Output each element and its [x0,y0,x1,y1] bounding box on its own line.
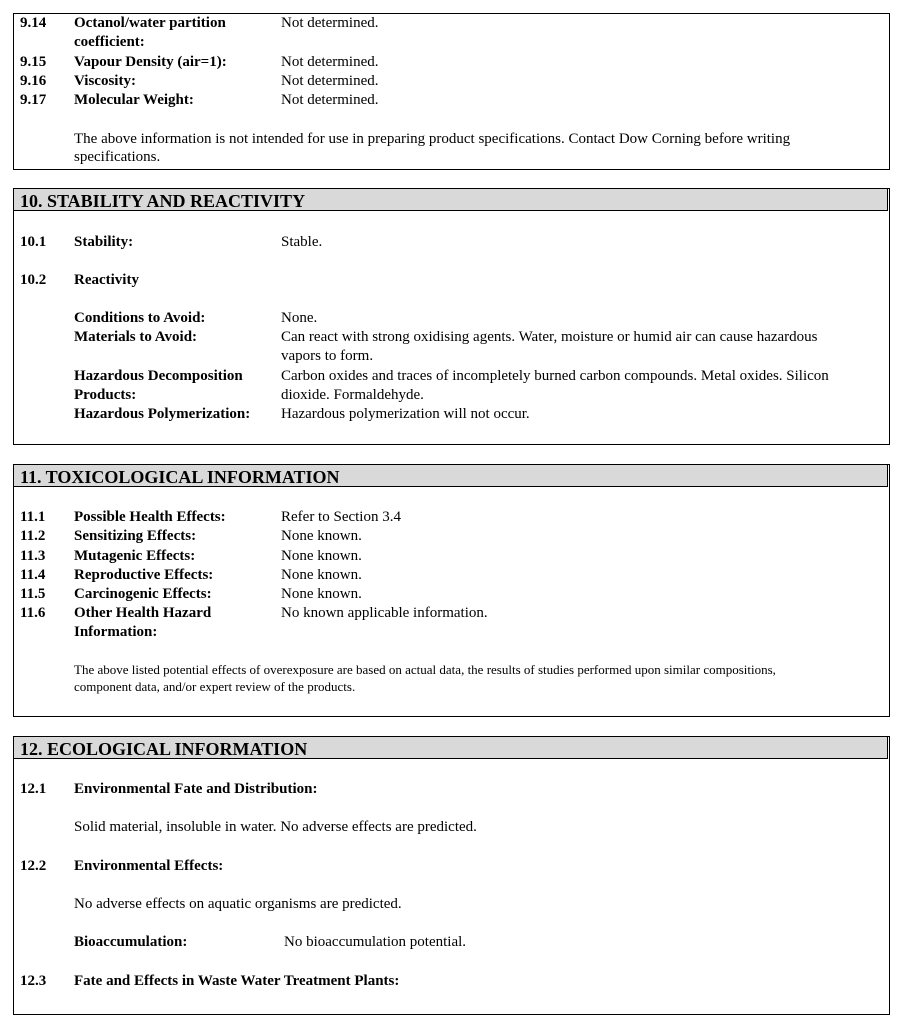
item-label: Environmental Effects: [74,858,224,874]
item-label: Molecular Weight: [74,92,194,108]
item-value: Refer to Section 3.4 [281,509,401,525]
item-label: Fate and Effects in Waste Water Treatment Plants: [74,973,400,989]
item-label: Carcinogenic Effects: [74,586,212,602]
item-label: Possible Health Effects: [74,509,226,525]
item-number: 11.6 [20,605,46,621]
item-label: Other Health Hazard [74,605,212,621]
item-value: No bioaccumulation potential. [284,934,467,950]
item-label: Vapour Density (air=1): [74,54,227,70]
item-value: Can react with strong oxidising agents. Water, moisture or humid air can cause hazardous [281,329,818,345]
item-label: Materials to Avoid: [74,329,198,345]
item-number: 11.3 [20,548,46,564]
item-number: 10.1 [20,234,47,250]
item-label: Octanol/water partition [74,15,226,31]
item-label: Stability: [74,234,134,250]
item-label: Hazardous Decomposition [74,368,243,384]
item-number: 9.15 [20,54,47,70]
item-value-cont: vapors to form. [281,348,374,364]
item-number: 11.5 [20,586,46,602]
item-label: Reactivity [74,272,139,288]
item-value: Not determined. [281,54,379,70]
item-value: None known. [281,567,362,583]
item-value: None known. [281,548,362,564]
item-value: Carbon oxides and traces of incompletely burned carbon compounds. Metal oxides. Silicon [281,368,829,384]
item-number: 9.16 [20,73,47,89]
item-value: Not determined. [281,92,379,108]
section-title: 11. TOXICOLOGICAL INFORMATION [13,464,888,487]
item-number: 9.14 [20,15,47,31]
item-value-cont: dioxide. Formaldehyde. [281,387,424,403]
item-label: Sensitizing Effects: [74,528,197,544]
note-text: The above information is not intended for use in preparing product specifications. Contact Dow Corning before writing [74,131,791,147]
item-number: 11.4 [20,567,46,583]
note-text: The above listed potential effects of overexposure are based on actual data, the results of studies performed upon similar compositions, [74,662,776,677]
item-label: Reproductive Effects: [74,567,214,583]
item-number: 11.1 [20,509,46,525]
section-title: 12. ECOLOGICAL INFORMATION [13,736,888,759]
item-value: Stable. [281,234,323,250]
item-value: None known. [281,528,362,544]
note-text: component data, and/or expert review of the products. [74,679,356,694]
item-label: Hazardous Polymerization: [74,406,251,422]
item-number: 12.1 [20,781,47,797]
item-label-cont: coefficient: [74,34,145,50]
item-label: Viscosity: [74,73,136,89]
item-value: Not determined. [281,73,379,89]
item-value: None. [281,310,318,326]
item-label: Conditions to Avoid: [74,310,206,326]
item-label-cont: Products: [74,387,137,403]
item-number: 12.3 [20,973,47,989]
item-text: No adverse effects on aquatic organisms are predicted. [74,896,402,912]
item-value: Not determined. [281,15,379,31]
item-value: No known applicable information. [281,605,488,621]
item-text: Solid material, insoluble in water. No adverse effects are predicted. [74,819,477,835]
item-label-cont: Information: [74,624,158,640]
item-number: 11.2 [20,528,46,544]
item-label: Environmental Fate and Distribution: [74,781,318,797]
item-label: Bioaccumulation: [74,934,188,950]
item-value: None known. [281,586,362,602]
item-number: 10.2 [20,272,47,288]
item-number: 12.2 [20,858,47,874]
note-text: specifications. [74,149,161,165]
item-value: Hazardous polymerization will not occur. [281,406,530,422]
item-number: 9.17 [20,92,47,108]
item-label: Mutagenic Effects: [74,548,196,564]
section-title: 10. STABILITY AND REACTIVITY [13,188,888,211]
